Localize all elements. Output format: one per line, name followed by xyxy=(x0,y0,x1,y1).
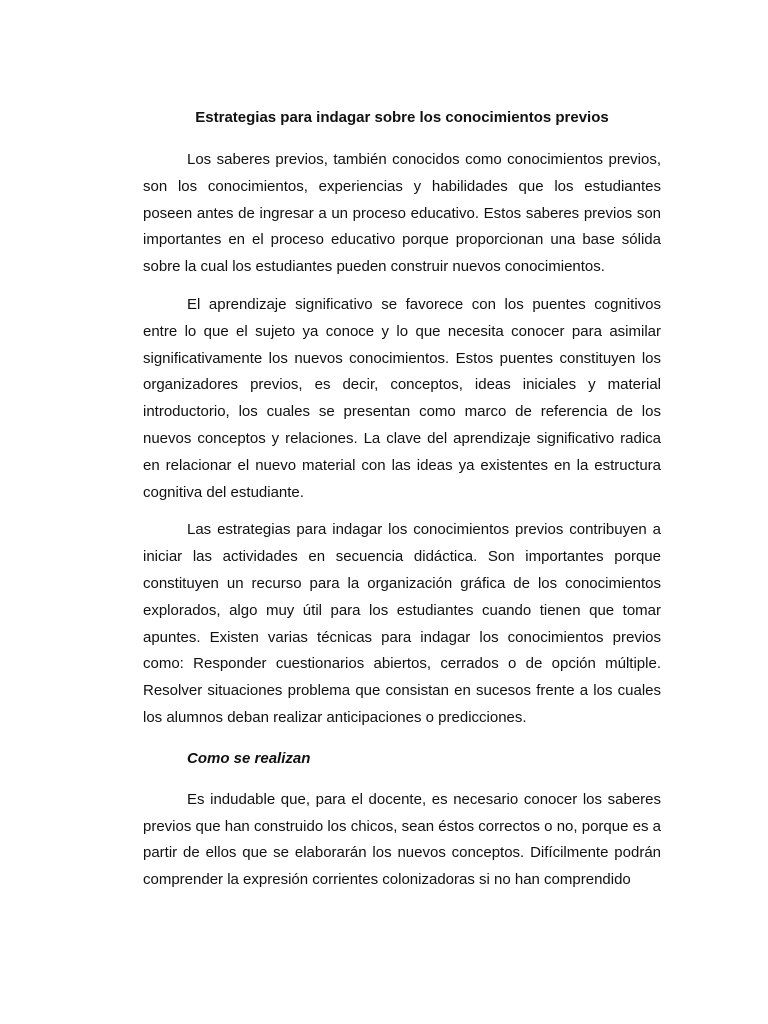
document-title: Estrategias para indagar sobre los conocimientos previos xyxy=(195,109,609,126)
paragraph-saberes-previos: Los saberes previos, también conocidos como conocimientos previos, son los conocimientos, experiencias y habilidades que los estudiantes poseen antes de ingresar a un proceso educativo. Estos saberes previos son importantes en el proceso educativo porque proporcionan una base sólida sobre la cual los estudiantes pueden construir nuevos conocimientos. xyxy=(143,151,661,276)
paragraph-como-se-realizan: Es indudable que, para el docente, es necesario conocer los saberes previos que han construido los chicos, sean éstos correctos o no, porque es a partir de ellos que se elaborarán los nuevos conceptos. Difícilmente podrán comprender la expresión corrientes colonizadoras si no han comprendido xyxy=(143,790,661,889)
paragraph-estrategias: Las estrategias para indagar los conocimientos previos contribuyen a iniciar las actividades en secuencia didáctica. Son importantes porque constituyen un recurso para la organización gráfica de los conocimientos explorados, algo muy útil para los estudiantes cuando tienen que tomar apuntes. Existen varias técnicas para indagar los conocimientos previos como: Responder cuestionarios abiertos, cerrados o de opción múltiple. Resolver situaciones problema que consistan en sucesos frente a los cuales los alumnos deban realizar anticipaciones o predicciones. xyxy=(143,521,661,726)
section-subheading: Como se realizan xyxy=(187,749,311,767)
paragraph-aprendizaje-significativo: El aprendizaje significativo se favorece con los puentes cognitivos entre lo que el sujeto ya conoce y lo que necesita conocer para asimilar significativamente los nuevos conocimientos. Estos puentes constituyen los organizadores previos, es decir, conceptos, ideas iniciales y material introductorio, los cuales se presentan como marco de referencia de los nuevos conceptos y relaciones. La clave del aprendizaje significativo radica en relacionar el nuevo material con las ideas ya existentes en la estructura cognitiva del estudiante. xyxy=(143,295,661,501)
